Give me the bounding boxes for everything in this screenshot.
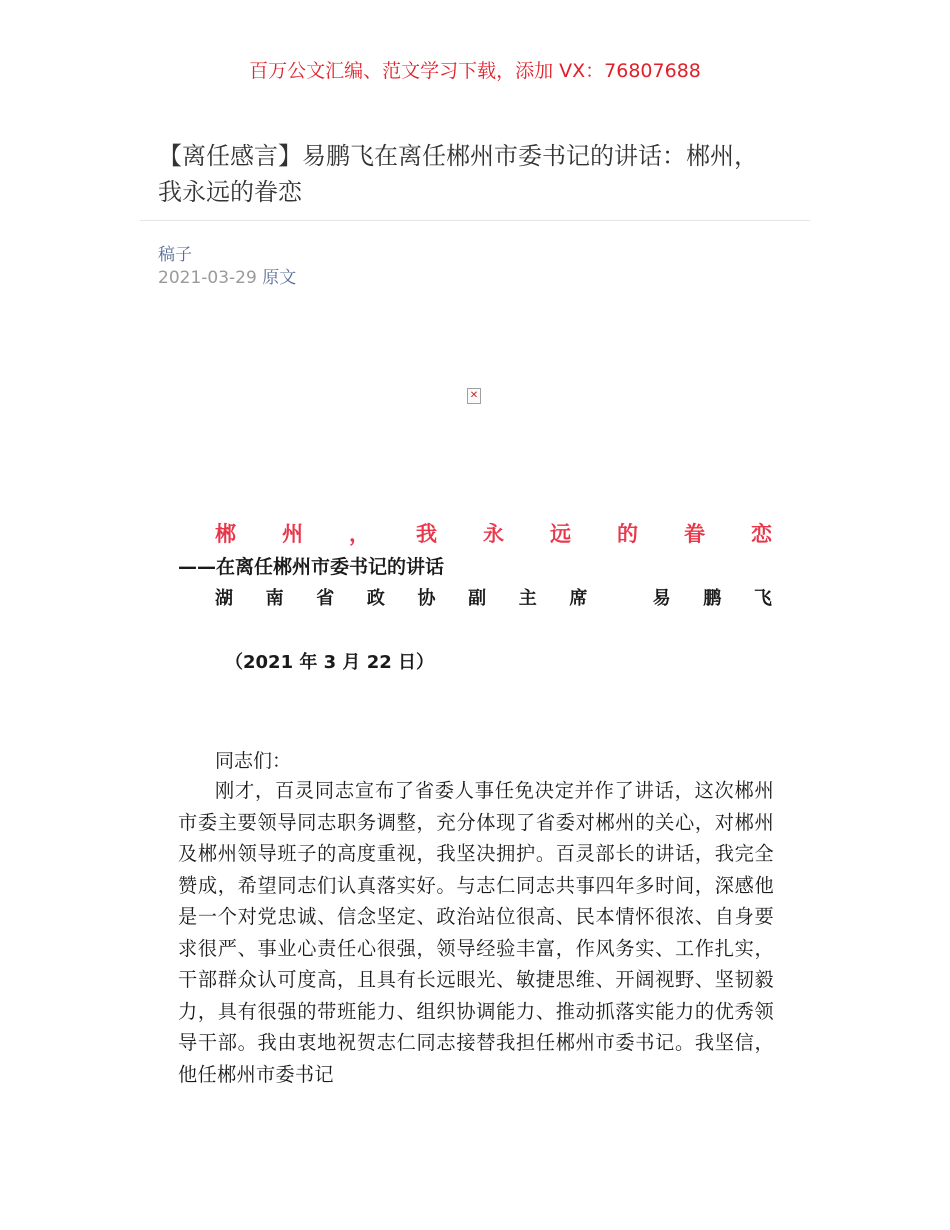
speaker-char: 易 <box>652 588 671 609</box>
speaker-char: 鹏 <box>703 588 722 609</box>
speaker-char: 湖 <box>215 588 233 609</box>
speech-title-char: 州 <box>282 522 303 546</box>
speaker-char: 南 <box>265 588 284 609</box>
publish-date: 2021-03-29 <box>158 268 257 288</box>
speech-title-char: 永 <box>483 522 504 546</box>
speech-title-char: ， <box>349 522 370 546</box>
speaker-char: 省 <box>316 588 335 609</box>
author-link[interactable]: 稿子 <box>158 245 192 265</box>
speaker-char: 政 <box>366 588 385 609</box>
source-link[interactable]: 原文 <box>262 268 297 288</box>
speaker-char: 席 <box>569 588 588 609</box>
speech-title-char: 远 <box>550 522 571 546</box>
speech-title-char: 我 <box>416 522 437 546</box>
speech-title-char: 郴 <box>215 522 236 546</box>
speech-title <box>215 518 772 548</box>
article-meta <box>158 263 296 288</box>
speech-title-char: 恋 <box>751 522 772 546</box>
speech-subtitle: ——在离任郴州市委书记的讲话 <box>178 556 445 578</box>
body-paragraph: 刚才，百灵同志宣布了省委人事任免决定并作了讲话，这次郴州市委主要领导同志职务调整，充分体现了省委对郴州的关心，对郴州及郴州领导班子的高度重视，我坚决拥护。百灵部长的讲话，我完全赞成，希望同志们认真落实好。与志仁同志共事四年多时间，深感他是一个对党忠诚、信念坚定、政治站位很高、民本情怀很浓、自身要求很严、事业心责任心很强，领导经验丰富，作风务实、工作扎实，干部群众认可度高，且具有长远眼光、敏捷思维、开阔视野、坚韧毅力，具有很强的带班能力、组织协调能力、推动抓落实能力的优秀领导干部。我由衷地祝贺志仁同志接替我担任郴州市委书记。我坚信，他任郴州市委书记 <box>178 779 774 1086</box>
speaker-char: 副 <box>468 588 487 609</box>
speech-title-char: 的 <box>617 522 638 546</box>
speaker-char: 主 <box>518 588 537 609</box>
speaker-char: 协 <box>417 588 436 609</box>
salutation: 同志们： <box>215 750 292 772</box>
article-title: 【离任感言】易鹏飞在离任郴州市委书记的讲话：郴州，我永远的眷恋 <box>158 142 758 206</box>
speaker-line <box>215 584 772 610</box>
speech-date: （2021 年 3 月 22 日） <box>225 652 435 673</box>
speech-title-char: 眷 <box>684 522 705 546</box>
title-divider <box>140 220 810 221</box>
speaker-char: 飞 <box>753 588 772 609</box>
promo-banner: 百万公文汇编、范文学习下载，添加 VX：76807688 <box>249 60 701 82</box>
broken-image-icon: ✕ <box>467 388 481 404</box>
